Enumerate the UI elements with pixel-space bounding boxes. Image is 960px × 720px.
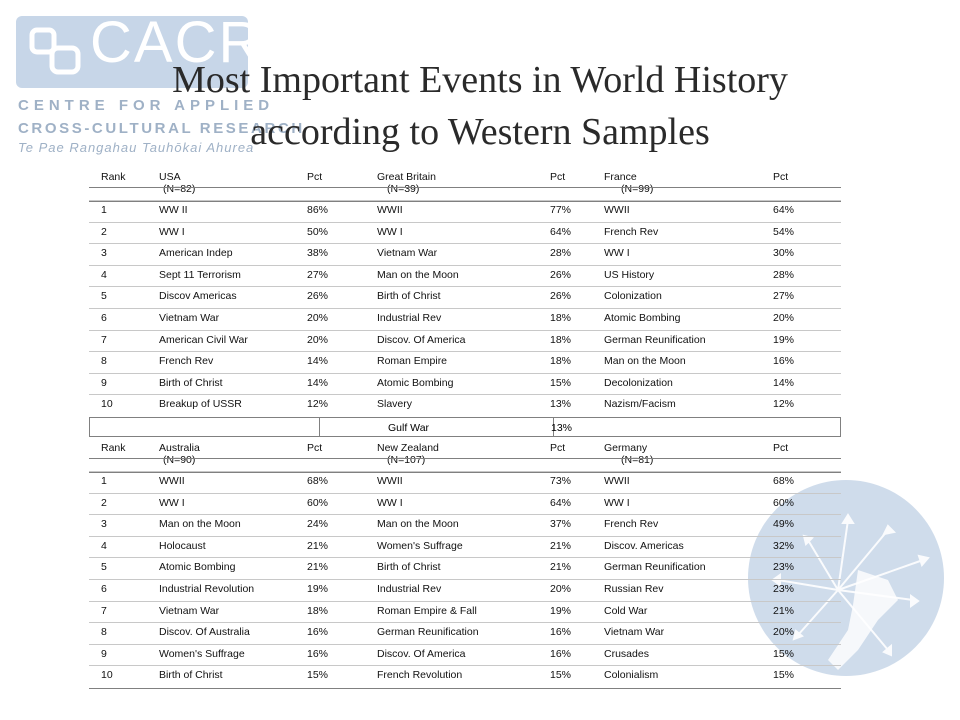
table-row xyxy=(89,200,841,222)
header-country-1: USA xyxy=(159,171,181,183)
row-divider xyxy=(89,665,841,666)
event-cell-1: American Civil War xyxy=(159,333,248,346)
extra-row xyxy=(89,417,841,437)
event-cell-3: Man on the Moon xyxy=(604,355,686,368)
table-row xyxy=(89,536,841,558)
rank-cell: 5 xyxy=(101,561,107,574)
event-cell-2: Roman Empire xyxy=(377,355,448,368)
pct-cell-3: 16% xyxy=(773,355,795,368)
row-divider xyxy=(89,536,841,537)
logo-tagline-1: CENTRE FOR APPLIED xyxy=(18,97,275,114)
event-cell-1: WW I xyxy=(159,496,185,509)
header-pct-1: Pct xyxy=(307,442,323,454)
header-pct-3: Pct xyxy=(773,171,789,183)
pct-cell-1: 38% xyxy=(307,247,329,260)
event-cell-1: WW II xyxy=(159,204,188,216)
pct-cell-3: 20% xyxy=(773,626,795,639)
extra-pct: 13% xyxy=(551,422,573,434)
event-cell-1: Industrial Revolution xyxy=(159,583,255,595)
rank-cell: 9 xyxy=(101,376,107,389)
event-cell-1: Birth of Christ xyxy=(159,669,223,682)
pct-cell-2: 37% xyxy=(550,518,572,531)
sample-size-3: (N=81) xyxy=(621,454,654,466)
pct-cell-3: 32% xyxy=(773,539,795,552)
title-line-2: according to Western Samples xyxy=(250,111,710,153)
pct-cell-2: 13% xyxy=(550,398,572,411)
rank-cell: 4 xyxy=(101,539,107,552)
table-row xyxy=(89,222,841,244)
pct-cell-2: 18% xyxy=(550,333,572,346)
table-row xyxy=(89,243,841,265)
table-row xyxy=(89,579,841,601)
rank-cell: 10 xyxy=(101,398,113,411)
table-row xyxy=(89,644,841,666)
sample-size-2: (N=107) xyxy=(387,454,426,466)
event-cell-3: Atomic Bombing xyxy=(604,312,681,324)
pct-cell-2: 77% xyxy=(550,204,572,216)
row-divider xyxy=(89,557,841,558)
pct-cell-3: 21% xyxy=(773,604,795,617)
event-cell-3: German Reunification xyxy=(604,333,706,346)
pct-cell-2: 21% xyxy=(550,539,572,552)
event-cell-3: Discov. Americas xyxy=(604,539,684,552)
sample-size-1: (N=82) xyxy=(163,183,196,195)
event-cell-1: Sept 11 Terrorism xyxy=(159,268,241,281)
rank-cell: 10 xyxy=(101,669,113,682)
event-cell-1: Discov Americas xyxy=(159,290,237,303)
sample-size-2: (N=39) xyxy=(387,183,420,195)
row-divider xyxy=(89,243,841,244)
row-divider xyxy=(89,514,841,515)
header-country-3: Germany xyxy=(604,442,648,454)
event-cell-1: WWII xyxy=(159,475,185,487)
event-cell-2: WW I xyxy=(377,496,403,509)
header-rank: Rank xyxy=(101,442,126,454)
header-divider xyxy=(89,458,841,459)
header-pct-2: Pct xyxy=(550,171,566,183)
row-divider xyxy=(89,471,841,472)
row-divider xyxy=(89,200,841,201)
rank-cell: 1 xyxy=(101,204,107,216)
table-row xyxy=(89,351,841,373)
pct-cell-1: 21% xyxy=(307,561,329,574)
rank-cell: 3 xyxy=(101,247,107,260)
pct-cell-1: 20% xyxy=(307,312,329,324)
table-row xyxy=(89,373,841,395)
event-cell-1: WW I xyxy=(159,225,185,238)
sample-size-1: (N=90) xyxy=(163,454,196,466)
event-cell-2: Atomic Bombing xyxy=(377,376,454,389)
row-divider xyxy=(89,351,841,352)
logo-tagline-3: Te Pae Rangahau Tauhōkai Ahurea xyxy=(18,140,255,155)
table-row xyxy=(89,514,841,536)
event-cell-1: Vietnam War xyxy=(159,604,220,617)
row-divider xyxy=(89,308,841,309)
logo-tagline-2: CROSS-CULTURAL RESEARCH xyxy=(18,120,305,137)
pct-cell-2: 18% xyxy=(550,355,572,368)
pct-cell-2: 15% xyxy=(550,669,572,682)
table-row xyxy=(89,394,841,416)
row-divider xyxy=(89,644,841,645)
event-cell-1: Man on the Moon xyxy=(159,518,241,531)
table-row xyxy=(89,622,841,644)
pct-cell-2: 73% xyxy=(550,475,572,487)
row-divider xyxy=(89,622,841,623)
extra-event: Gulf War xyxy=(388,422,430,434)
event-cell-3: US History xyxy=(604,268,655,281)
pct-cell-3: 64% xyxy=(773,204,795,216)
pct-cell-3: 23% xyxy=(773,561,795,574)
event-cell-3: French Rev xyxy=(604,225,659,238)
event-cell-2: Women's Suffrage xyxy=(377,539,463,552)
row-divider xyxy=(89,373,841,374)
event-cell-2: Vietnam War xyxy=(377,247,438,260)
event-cell-2: Industrial Rev xyxy=(377,583,442,595)
pct-cell-1: 60% xyxy=(307,496,329,509)
rank-cell: 8 xyxy=(101,626,107,639)
pct-cell-1: 68% xyxy=(307,475,329,487)
header-rank: Rank xyxy=(101,171,126,183)
pct-cell-1: 18% xyxy=(307,604,329,617)
event-cell-3: Decolonization xyxy=(604,376,673,389)
table-row xyxy=(89,471,841,493)
header-country-2: Great Britain xyxy=(377,171,436,183)
pct-cell-2: 16% xyxy=(550,626,572,639)
pct-cell-3: 15% xyxy=(773,669,795,682)
table-bottom-border xyxy=(89,688,841,689)
event-cell-3: WWII xyxy=(604,475,630,487)
rank-cell: 4 xyxy=(101,268,107,281)
pct-cell-2: 64% xyxy=(550,496,572,509)
page-title xyxy=(90,54,870,158)
pct-cell-1: 27% xyxy=(307,268,329,281)
rank-cell: 1 xyxy=(101,475,107,487)
table-row xyxy=(89,330,841,352)
event-cell-3: WW I xyxy=(604,247,630,260)
pct-cell-2: 20% xyxy=(550,583,572,595)
event-cell-3: Colonialism xyxy=(604,669,659,682)
table-row xyxy=(89,557,841,579)
event-cell-2: Industrial Rev xyxy=(377,312,442,324)
event-cell-2: WWII xyxy=(377,204,403,216)
event-cell-2: Man on the Moon xyxy=(377,268,459,281)
logo-wordmark: CACR xyxy=(90,10,263,75)
row-divider xyxy=(89,394,841,395)
pct-cell-1: 16% xyxy=(307,626,329,639)
event-cell-3: Nazism/Facism xyxy=(604,398,676,411)
pct-cell-3: 30% xyxy=(773,247,795,260)
event-cell-2: French Revolution xyxy=(377,669,463,682)
event-cell-1: Breakup of USSR xyxy=(159,398,242,411)
pct-cell-2: 28% xyxy=(550,247,572,260)
table-row xyxy=(89,308,841,330)
pct-cell-1: 12% xyxy=(307,398,329,411)
event-cell-1: Discov. Of Australia xyxy=(159,626,250,639)
pct-cell-1: 24% xyxy=(307,518,329,531)
pct-cell-2: 15% xyxy=(550,376,572,389)
pct-cell-3: 12% xyxy=(773,398,795,411)
pct-cell-1: 16% xyxy=(307,647,329,660)
event-cell-2: Discov. Of America xyxy=(377,647,466,660)
rank-cell: 9 xyxy=(101,647,107,660)
event-cell-3: Crusades xyxy=(604,647,649,660)
pct-cell-1: 14% xyxy=(307,376,329,389)
column-divider xyxy=(319,418,320,436)
event-cell-3: WWII xyxy=(604,204,630,216)
table-row xyxy=(89,493,841,515)
row-divider xyxy=(89,579,841,580)
pct-cell-2: 26% xyxy=(550,268,572,281)
header-divider xyxy=(89,187,841,188)
header-pct-2: Pct xyxy=(550,442,566,454)
row-divider xyxy=(89,493,841,494)
pct-cell-1: 21% xyxy=(307,539,329,552)
pct-cell-1: 19% xyxy=(307,583,329,595)
row-divider xyxy=(89,265,841,266)
event-cell-2: WWII xyxy=(377,475,403,487)
table-row xyxy=(89,601,841,623)
pct-cell-3: 28% xyxy=(773,268,795,281)
table-row xyxy=(89,265,841,287)
title-line-1: Most Important Events in World History xyxy=(172,59,788,101)
event-cell-2: Slavery xyxy=(377,398,413,411)
pct-cell-2: 21% xyxy=(550,561,572,574)
pct-cell-3: 14% xyxy=(773,376,795,389)
table-row xyxy=(89,665,841,687)
rank-cell: 5 xyxy=(101,290,107,303)
table-western-samples-1 xyxy=(89,171,841,411)
event-cell-3: Vietnam War xyxy=(604,626,665,639)
pct-cell-3: 68% xyxy=(773,475,795,487)
sample-size-3: (N=99) xyxy=(621,183,654,195)
pct-cell-3: 23% xyxy=(773,583,795,595)
event-cell-3: French Rev xyxy=(604,518,659,531)
cacr-logo-icon xyxy=(28,26,84,78)
event-cell-3: Cold War xyxy=(604,604,648,617)
event-cell-2: Birth of Christ xyxy=(377,561,441,574)
event-cell-3: Russian Rev xyxy=(604,583,664,595)
header-pct-3: Pct xyxy=(773,442,789,454)
event-cell-3: German Reunification xyxy=(604,561,706,574)
row-divider xyxy=(89,286,841,287)
pct-cell-3: 60% xyxy=(773,496,795,509)
row-divider xyxy=(89,330,841,331)
pct-cell-3: 27% xyxy=(773,290,795,303)
event-cell-3: WW I xyxy=(604,496,630,509)
pct-cell-2: 64% xyxy=(550,225,572,238)
event-cell-2: Man on the Moon xyxy=(377,518,459,531)
pct-cell-2: 18% xyxy=(550,312,572,324)
pct-cell-1: 50% xyxy=(307,225,329,238)
pct-cell-1: 15% xyxy=(307,669,329,682)
pct-cell-1: 14% xyxy=(307,355,329,368)
pct-cell-3: 54% xyxy=(773,225,795,238)
pct-cell-1: 26% xyxy=(307,290,329,303)
event-cell-1: French Rev xyxy=(159,355,214,368)
pct-cell-3: 20% xyxy=(773,312,795,324)
event-cell-2: Birth of Christ xyxy=(377,290,441,303)
pct-cell-2: 19% xyxy=(550,604,572,617)
row-divider xyxy=(89,222,841,223)
row-divider xyxy=(89,601,841,602)
rank-cell: 2 xyxy=(101,225,107,238)
table-row xyxy=(89,286,841,308)
event-cell-2: WW I xyxy=(377,225,403,238)
pct-cell-3: 15% xyxy=(773,647,795,660)
event-cell-2: Discov. Of America xyxy=(377,333,466,346)
pct-cell-1: 86% xyxy=(307,204,329,216)
header-country-3: France xyxy=(604,171,637,183)
event-cell-3: Colonization xyxy=(604,290,662,303)
header-pct-1: Pct xyxy=(307,171,323,183)
event-cell-1: Atomic Bombing xyxy=(159,561,236,574)
rank-cell: 7 xyxy=(101,604,107,617)
event-cell-1: Birth of Christ xyxy=(159,376,223,389)
rank-cell: 8 xyxy=(101,355,107,368)
rank-cell: 6 xyxy=(101,312,107,324)
table-western-samples-2 xyxy=(89,442,841,682)
header-country-1: Australia xyxy=(159,442,200,454)
pct-cell-3: 19% xyxy=(773,333,795,346)
rank-cell: 2 xyxy=(101,496,107,509)
event-cell-2: German Reunification xyxy=(377,626,479,639)
event-cell-1: Women's Suffrage xyxy=(159,647,245,660)
event-cell-2: Roman Empire & Fall xyxy=(377,604,477,617)
rank-cell: 6 xyxy=(101,583,107,595)
event-cell-1: Holocaust xyxy=(159,539,206,552)
header-country-2: New Zealand xyxy=(377,442,439,454)
pct-cell-2: 26% xyxy=(550,290,572,303)
pct-cell-1: 20% xyxy=(307,333,329,346)
rank-cell: 3 xyxy=(101,518,107,531)
event-cell-1: Vietnam War xyxy=(159,312,220,324)
rank-cell: 7 xyxy=(101,333,107,346)
pct-cell-2: 16% xyxy=(550,647,572,660)
pct-cell-3: 49% xyxy=(773,518,795,531)
event-cell-1: American Indep xyxy=(159,247,233,260)
